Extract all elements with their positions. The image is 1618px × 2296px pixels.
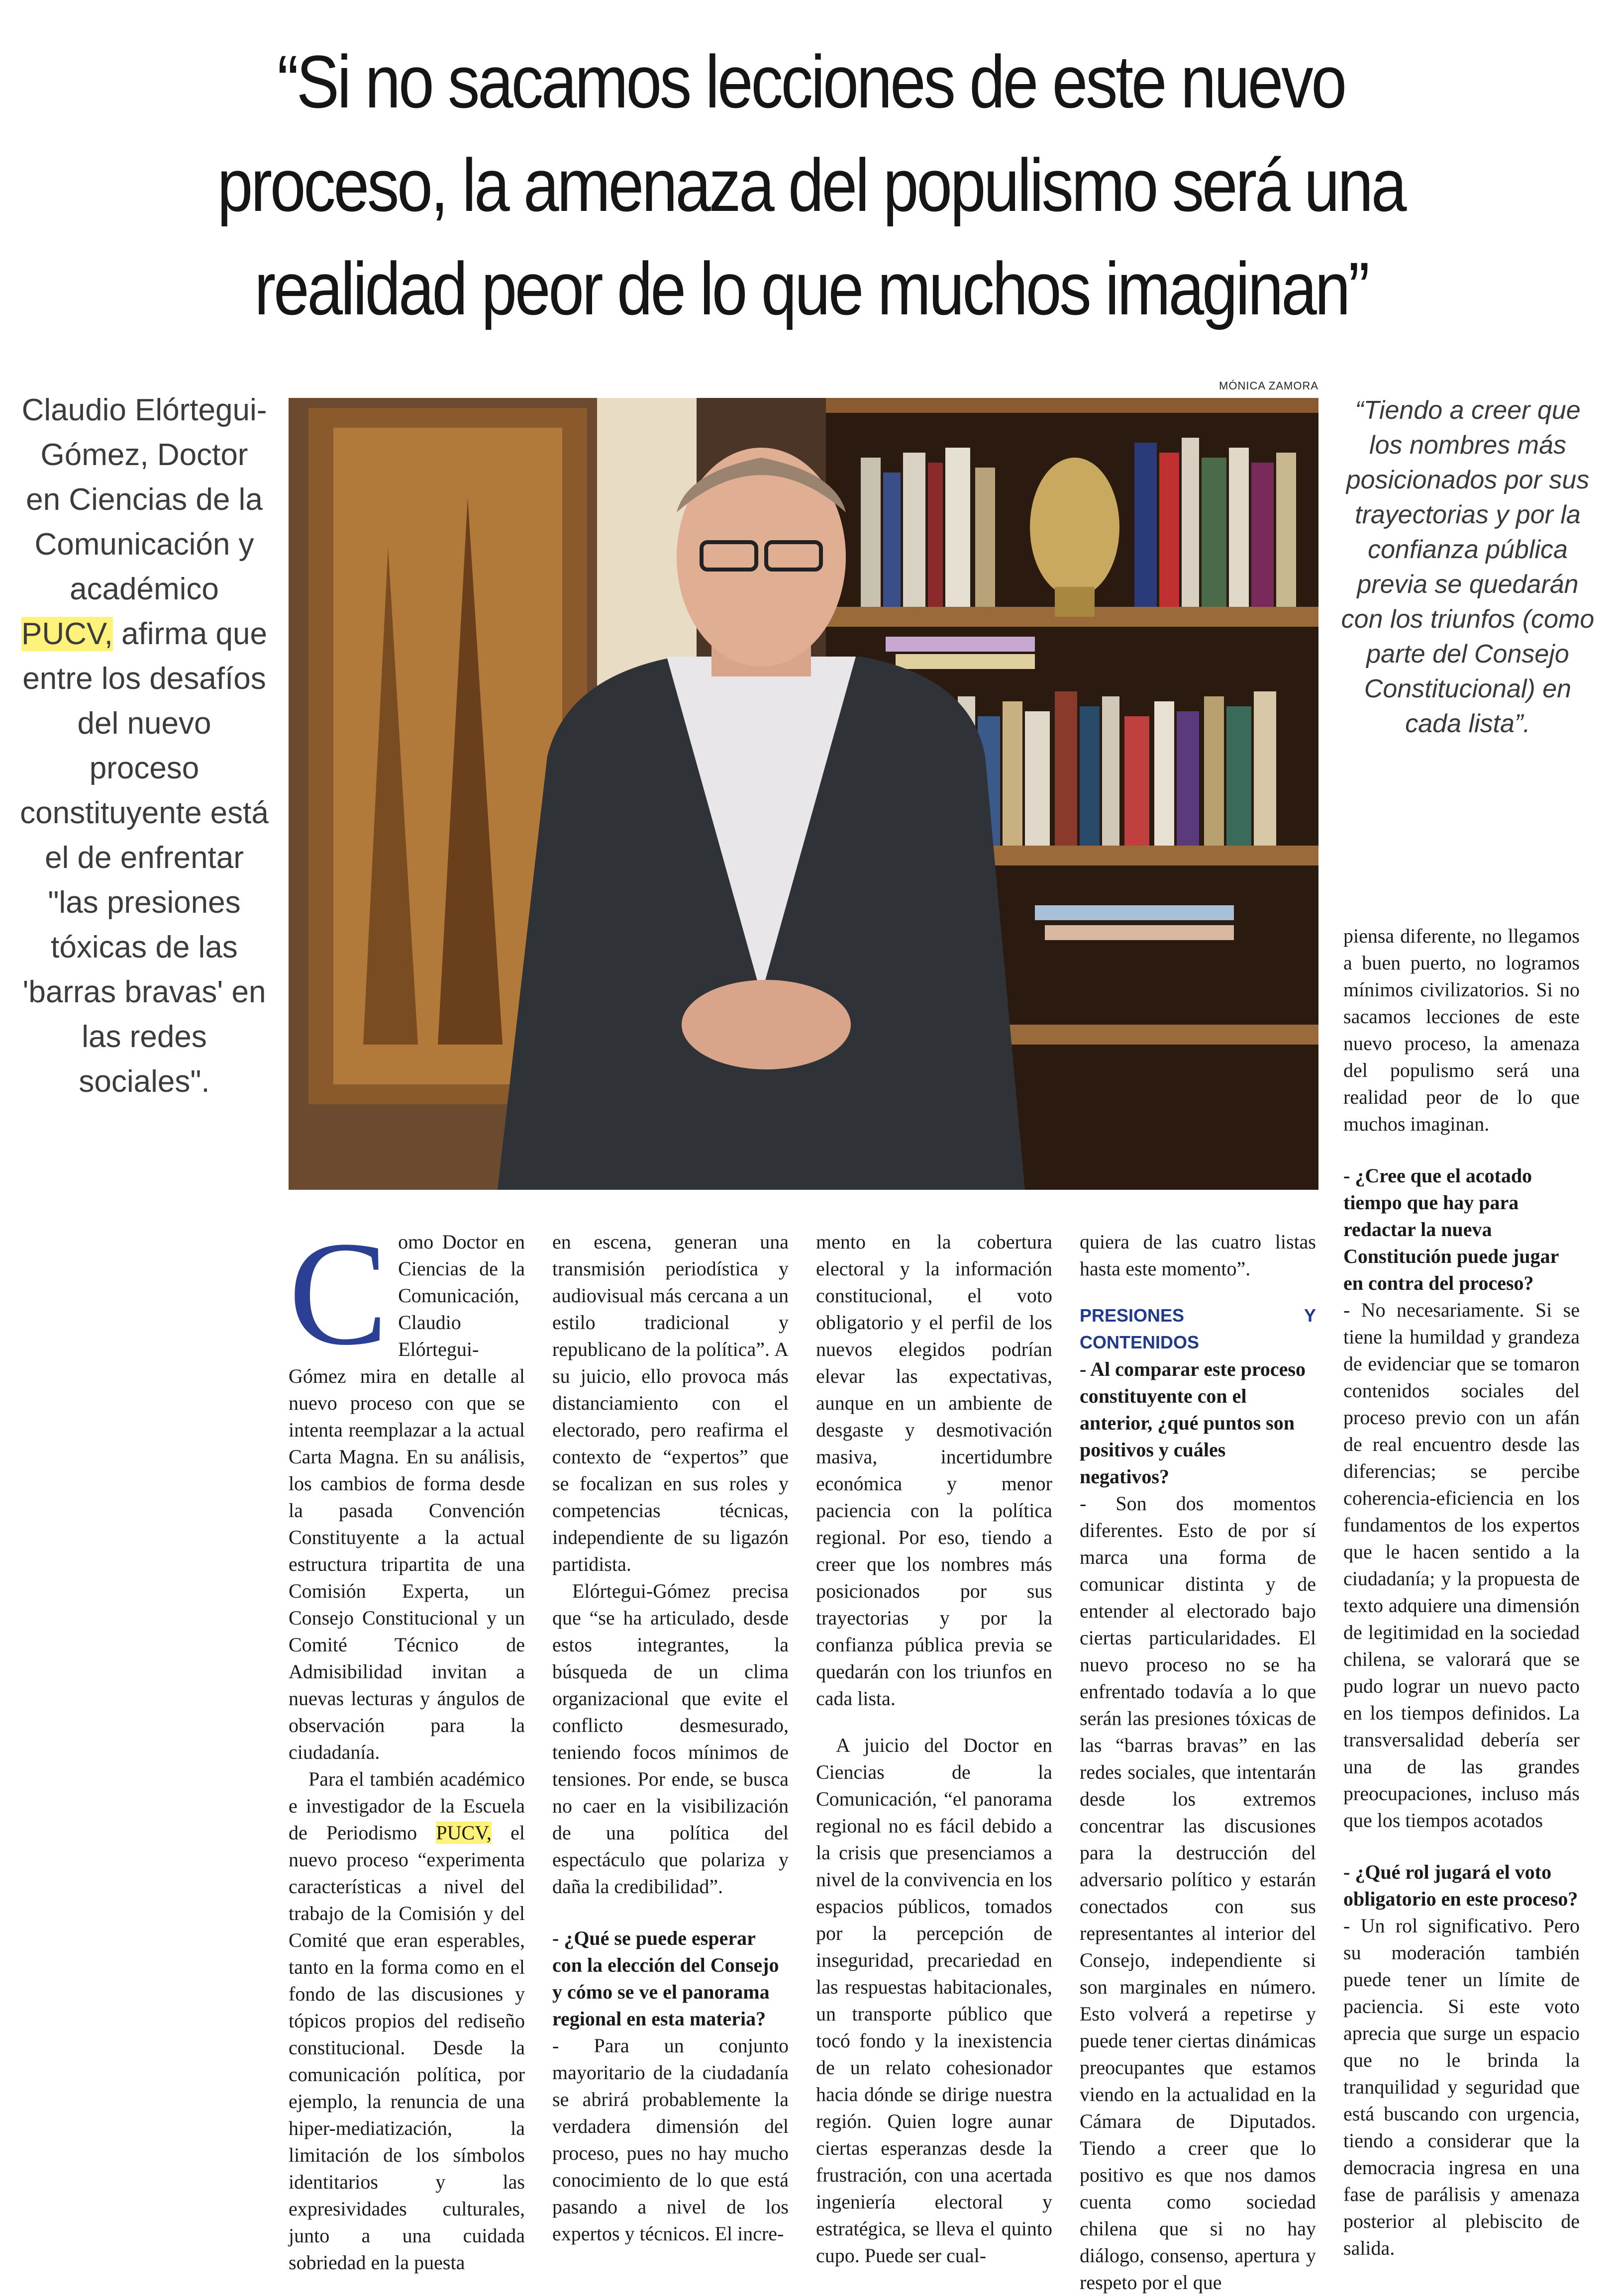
- interview-answer: - No necesariamente. Si se tiene la humildad y grandeza de evidenciar que se tomaron contenidos sociales del proceso previo con un afán de real encuentro desde las diferencias; se percibe coherencia-eficiencia en los fundamentos de los expertos que le hacen sentido a la ciudadanía; y la propuesta de texto adquiere una dimensión de legitimidad en la sociedad chilena, se valorará que se pudo lograr un nuevo pacto en los tiempos definidos. La transversalidad debería ser una de las grandes preocupaciones, incluso más que los tiempos acotados: [1343, 1299, 1580, 1831]
- lead-highlight: PUCV,: [21, 617, 113, 651]
- interview-question: - ¿Qué se puede esperar con la elección del Consejo y cómo se ve el panorama regional en esta materia?: [552, 1927, 779, 2030]
- paragraph: piensa diferente, no llegamos a buen puerto, no logramos mínimos civilizatorios. Si no sacamos lecciones de este nuevo proceso, la amenaza del populismo será una realidad peor de lo que muchos imaginan.: [1343, 925, 1580, 1135]
- paragraph: Elórtegui-Gómez precisa que “se ha articulado, desde estos integrantes, la búsqueda de un clima organizacional que evite el conflicto desmesurado, teniendo focos mínimos de tensiones. Por ende, se busca no caer en la visibilización de una política del espectáculo que polariza y daña la credibilidad”.: [552, 1580, 789, 1898]
- article-column-4: [1080, 1229, 1316, 2296]
- article-column-1: [289, 1211, 525, 2276]
- paragraph: mento en la cobertura electoral y la información constitucional, el voto obligatorio y el perfil de los nuevos elegidos podrían elevar las expectativas, aunque en un ambiente de desgaste y desmotivación masiva, incertidumbre económica y menor paciencia con la política regional. Por eso, tiendo a creer que los nombres más posicionados por sus trayectorias y por la confianza pública previa se quedarán con los triunfos en cada lista.: [816, 1231, 1052, 1710]
- pucv-highlight: PUCV,: [436, 1821, 492, 1844]
- interview-question: - Al comparar este proceso constituyente con el anterior, ¿qué puntos son positivos y cuáles negativos?: [1080, 1358, 1306, 1488]
- interview-answer: - Son dos momentos diferentes. Esto de por sí marca una forma de comunicar distinta y de entender al electorado bajo ciertas particularidades. El nuevo proceso no se ha enfrentado todavía a lo que serán las presiones tóxicas de las “barras bravas” en las redes sociales, que intentarán desde los extremos concentrar las discusiones para la destrucción del adversario político y estarán conectados con sus representantes al interior del Consejo, independiente si son marginales en número. Esto volverá a repetirse y puede tener ciertas dinámicas preocupantes que estamos viendo en la actualidad en la Cámara de Diputados. Tiendo a creer que lo positivo es que nos damos cuenta como sociedad chilena que si no hay diálogo, consenso, apertura y respeto por el que: [1080, 1492, 1316, 2294]
- article-column-3: [816, 1229, 1052, 2269]
- paragraph: A juicio del Doctor en Ciencias de la Comunicación, “el panorama regional no es fácil debido a la crisis que presenciamos a nivel de la convivencia en los espacios públicos, tomados por la percepción de inseguridad, precariedad en las respuestas habitacionales, un transporte público que tocó fondo y la inexistencia de un relato cohesionador hacia dónde se dirige nuestra región. Quien logre aunar ciertas esperanzas desde la frustración, con una acertada ingeniería electoral y estratégica, se lleva el quinto cupo. Puede ser cual-: [816, 1734, 1052, 2267]
- article-column-5: [1343, 923, 1580, 2262]
- pull-quote: “Tiendo a creer que los nombres más posicionados por sus trayectorias y por la confianza pública previa se quedarán con los triunfos (como parte del Consejo Constitucional) en cada lista”.: [1341, 396, 1595, 738]
- headline-line-3: realidad peor de lo que muchos imaginan”: [254, 247, 1368, 330]
- lead-text-2: afirma que entre los desafíos del nuevo proceso constituyente está el de enfrentar "las presiones tóxicas de las 'barras bravas' en las redes sociales".: [20, 617, 269, 1099]
- interview-answer: - Un rol significativo. Pero su moderación también puede tener un límite de paciencia. Si este voto aprecia que surge un espacio que no le brinda la tranquilidad y seguridad que está buscando con urgencia, tiendo a considerar que la democracia ingresa en una fase de parálisis y amenaza posterior al plebiscito de salida.: [1343, 1914, 1580, 2259]
- photo-credit: MÓNICA ZAMORA: [1219, 380, 1319, 392]
- interview-question: - ¿Qué rol jugará el voto obligatorio en este proceso?: [1343, 1861, 1578, 1910]
- paragraph: en escena, generan una transmisión periodística y audiovisual más cercana a un estilo tradicional y republicano de la política”. A su juicio, ello provoca más distanciamiento con el electorado, pero reafirma el contexto de “expertos” que se focalizan en sus roles y competencias técnicas, independiente de su ligazón partidista.: [552, 1231, 789, 1575]
- headline-line-2: proceso, la amenaza del populismo será una: [217, 143, 1405, 227]
- headline: [165, 30, 1457, 340]
- paragraph: quiera de las cuatro listas hasta este momento”.: [1080, 1231, 1316, 1280]
- drop-cap: C: [289, 1211, 389, 1376]
- paragraph: omo Doctor en Ciencias de la Comunicación, Claudio Elórtegui-Gómez mira en detalle al nuevo proceso con que se intenta reemplazar a la actual Carta Magna. En su análisis, los cambios de forma desde la pasada Convención Constituyente a la actual estructura tripartita de una Comisión Experta, un Consejo Constitucional y un Comité Técnico de Admisibilidad invitan a nuevas lecturas y ángulos de observación para la ciudadanía.: [289, 1231, 525, 1763]
- lead-summary: [20, 388, 269, 1104]
- headline-line-1: “Si no sacamos lecciones de este nuevo: [277, 40, 1345, 123]
- portrait-illustration: [289, 398, 1318, 1190]
- section-subhead: PRESIONES Y CONTENIDOS: [1080, 1305, 1316, 1352]
- lead-text-1: Claudio Elórtegui-Gómez, Doctor en Ciencias de la Comunicación y académico: [21, 393, 267, 606]
- article-column-2: [552, 1229, 789, 2247]
- interview-question: - ¿Cree que el acotado tiempo que hay para redactar la nueva Constitución puede jugar en contra del proceso?: [1343, 1164, 1559, 1294]
- paragraph-text: Para el también académico e investigador de la Escuela de Periodismo: [289, 1768, 525, 1844]
- interview-answer: - Para un conjunto mayoritario de la ciudadanía se abrirá probablemente la verdadera dimensión del proceso, pues no hay mucho conocimiento de lo que está pasando a nivel de los expertos y técnicos. El incre-: [552, 2034, 789, 2245]
- paragraph: [289, 1766, 525, 2276]
- paragraph-text: el nuevo proceso “experimenta características a nivel del trabajo de la Comisión y del Comité que eran esperables, tanto en la forma como en el fondo de las discusiones y tópicos propios del rediseño constitucional. Desde la comunicación política, por ejemplo, la renuncia de una hiper-mediatización, la limitación de los símbolos identitarios y las expresividades culturales, junto a una cuidada sobriedad en la puesta: [289, 1821, 525, 2274]
- portrait-photo: [289, 398, 1318, 1190]
